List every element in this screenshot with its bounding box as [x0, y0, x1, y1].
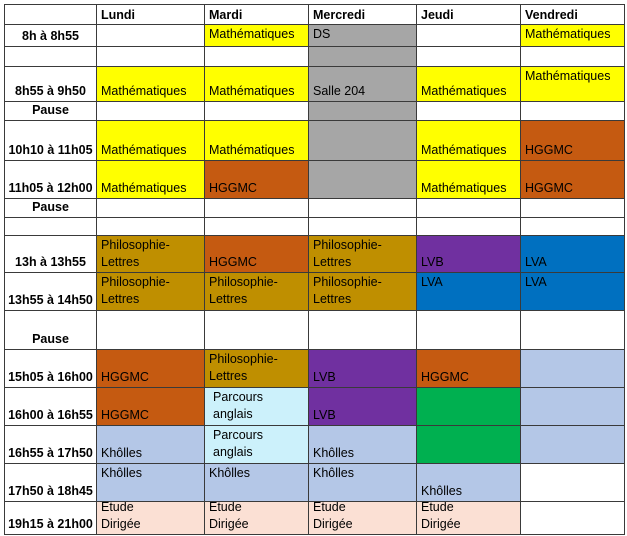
- cell-text: Mathématiques: [421, 181, 507, 195]
- time-slot: [4, 217, 97, 236]
- time-slot: [4, 501, 97, 535]
- course-cell: [416, 46, 521, 67]
- time-slot: [4, 272, 97, 311]
- time-slot: [4, 120, 97, 161]
- cell-text: HGGMC: [101, 408, 149, 422]
- time-label: 15h05 à 16h00: [8, 370, 93, 384]
- cell-text: Mathématiques: [209, 143, 295, 157]
- course-cell: [204, 463, 309, 502]
- time-label: 10h10 à 11h05: [8, 143, 93, 157]
- day-label: Mercredi: [313, 8, 366, 22]
- course-cell: [204, 501, 309, 535]
- course-cell: [520, 66, 625, 102]
- course-cell: [308, 310, 417, 350]
- course-cell: [204, 349, 309, 388]
- course-cell: [96, 217, 205, 236]
- cell-text: HGGMC: [209, 255, 257, 269]
- course-cell: [416, 24, 521, 47]
- time-label: 19h15 à 21h00: [8, 517, 93, 531]
- course-cell: [308, 463, 417, 502]
- course-cell: [204, 66, 309, 102]
- time-slot: [4, 101, 97, 121]
- time-label: Pause: [32, 103, 69, 117]
- course-cell: [416, 425, 521, 464]
- cell-text: Mathématiques: [421, 84, 507, 98]
- time-label: 8h55 à 9h50: [15, 84, 86, 98]
- course-cell: [416, 501, 521, 535]
- cell-text: LVB: [421, 255, 444, 269]
- course-cell: [520, 101, 625, 121]
- course-cell: [308, 101, 417, 121]
- cell-text: LVB: [313, 408, 336, 422]
- time-label: 16h00 à 16h55: [8, 408, 93, 422]
- cell-text: Etude Dirigée: [101, 501, 141, 531]
- time-slot: [4, 387, 97, 426]
- cell-text: Khôlles: [209, 466, 250, 480]
- course-cell: [308, 66, 417, 102]
- cell-text: Mathématiques: [525, 27, 611, 41]
- course-cell: [416, 387, 521, 426]
- course-cell: [204, 46, 309, 67]
- course-cell: [96, 24, 205, 47]
- day-header-mercredi: [308, 4, 417, 25]
- time-label: 11h05 à 12h00: [8, 181, 93, 195]
- cell-text: Philosophie- Lettres: [101, 275, 170, 306]
- course-cell: [520, 217, 625, 236]
- time-label: 16h55 à 17h50: [8, 446, 93, 460]
- cell-text: DS: [313, 27, 331, 41]
- course-cell: [96, 387, 205, 426]
- time-label: 13h à 13h55: [15, 255, 86, 269]
- course-cell: [96, 310, 205, 350]
- course-cell: [416, 349, 521, 388]
- course-cell: [308, 46, 417, 67]
- day-label: Lundi: [101, 8, 136, 22]
- course-cell: [96, 120, 205, 161]
- course-cell: [520, 387, 625, 426]
- course-cell: [204, 160, 309, 199]
- course-cell: [204, 217, 309, 236]
- course-cell: [416, 235, 521, 273]
- time-label: 8h à 8h55: [22, 29, 79, 43]
- time-slot: [4, 310, 97, 350]
- course-cell: [204, 272, 309, 311]
- day-header-vendredi: [520, 4, 625, 25]
- cell-text: HGGMC: [209, 181, 257, 195]
- cell-text: Parcours anglais: [213, 428, 264, 459]
- course-cell: [308, 160, 417, 199]
- course-cell: [204, 235, 309, 273]
- course-cell: [416, 272, 521, 311]
- cell-text: Mathématiques: [101, 181, 187, 195]
- cell-text: Khôlles: [101, 446, 142, 460]
- course-cell: [520, 425, 625, 464]
- time-slot: [4, 160, 97, 199]
- header-corner: [4, 4, 97, 25]
- course-cell: [520, 24, 625, 47]
- cell-text: HGGMC: [421, 370, 469, 384]
- course-cell: [520, 310, 625, 350]
- course-cell: [308, 24, 417, 47]
- time-slot: [4, 349, 97, 388]
- course-cell: [416, 101, 521, 121]
- course-cell: [96, 198, 205, 218]
- course-cell: [308, 349, 417, 388]
- course-cell: [204, 425, 309, 464]
- course-cell: [308, 217, 417, 236]
- course-cell: [308, 120, 417, 161]
- course-cell: [308, 387, 417, 426]
- cell-text: Mathématiques: [101, 143, 187, 157]
- cell-text: HGGMC: [525, 181, 573, 195]
- cell-text: Khôlles: [313, 446, 354, 460]
- course-cell: [520, 120, 625, 161]
- time-label: Pause: [32, 332, 69, 346]
- cell-text: Khôlles: [101, 466, 142, 480]
- course-cell: [96, 101, 205, 121]
- course-cell: [416, 160, 521, 199]
- time-slot: [4, 198, 97, 218]
- cell-text: HGGMC: [101, 370, 149, 384]
- time-slot: [4, 425, 97, 464]
- cell-text: Mathématiques: [101, 84, 187, 98]
- course-cell: [308, 272, 417, 311]
- course-cell: [308, 235, 417, 273]
- course-cell: [96, 463, 205, 502]
- cell-text: Mathématiques: [209, 27, 295, 41]
- course-cell: [96, 66, 205, 102]
- time-label: Pause: [32, 200, 69, 214]
- course-cell: [308, 501, 417, 535]
- course-cell: [416, 66, 521, 102]
- cell-text: Salle 204: [313, 84, 366, 98]
- course-cell: [520, 501, 625, 535]
- course-cell: [96, 160, 205, 199]
- day-label: Mardi: [209, 8, 243, 22]
- cell-text: LVA: [525, 275, 547, 289]
- day-header-mardi: [204, 4, 309, 25]
- course-cell: [520, 46, 625, 67]
- cell-text: Philosophie- Lettres: [209, 352, 278, 383]
- course-cell: [204, 120, 309, 161]
- course-cell: [204, 310, 309, 350]
- time-slot: [4, 235, 97, 273]
- time-label: 17h50 à 18h45: [8, 484, 93, 498]
- cell-text: Khôlles: [313, 466, 354, 480]
- day-label: Vendredi: [525, 8, 578, 22]
- cell-text: LVA: [525, 255, 547, 269]
- course-cell: [520, 463, 625, 502]
- course-cell: [96, 46, 205, 67]
- cell-text: Parcours anglais: [213, 390, 264, 421]
- course-cell: [520, 349, 625, 388]
- time-label: 13h55 à 14h50: [8, 293, 93, 307]
- course-cell: [204, 198, 309, 218]
- course-cell: [416, 463, 521, 502]
- cell-text: Khôlles: [421, 484, 462, 498]
- time-slot: [4, 463, 97, 502]
- course-cell: [520, 272, 625, 311]
- course-cell: [520, 198, 625, 218]
- time-slot: [4, 24, 97, 47]
- cell-text: Philosophie- Lettres: [101, 238, 170, 269]
- course-cell: [204, 101, 309, 121]
- cell-text: Etude Dirigée: [313, 501, 353, 531]
- cell-text: Mathématiques: [525, 69, 611, 83]
- cell-text: HGGMC: [525, 143, 573, 157]
- cell-text: Mathématiques: [421, 143, 507, 157]
- course-cell: [416, 217, 521, 236]
- course-cell: [96, 349, 205, 388]
- time-slot: [4, 46, 97, 67]
- course-cell: [308, 198, 417, 218]
- day-label: Jeudi: [421, 8, 454, 22]
- course-cell: [96, 235, 205, 273]
- course-cell: [520, 160, 625, 199]
- cell-text: Philosophie- Lettres: [313, 275, 382, 306]
- cell-text: LVA: [421, 275, 443, 289]
- cell-text: LVB: [313, 370, 336, 384]
- cell-text: Etude Dirigée: [421, 501, 461, 531]
- cell-text: Etude Dirigée: [209, 501, 249, 531]
- cell-text: Philosophie- Lettres: [313, 238, 382, 269]
- course-cell: [416, 310, 521, 350]
- course-cell: [520, 235, 625, 273]
- cell-text: Philosophie- Lettres: [209, 275, 278, 306]
- cell-text: Mathématiques: [209, 84, 295, 98]
- course-cell: [96, 425, 205, 464]
- day-header-lundi: [96, 4, 205, 25]
- day-header-jeudi: [416, 4, 521, 25]
- timetable: [4, 4, 624, 534]
- course-cell: [204, 387, 309, 426]
- course-cell: [416, 120, 521, 161]
- course-cell: [416, 198, 521, 218]
- course-cell: [308, 425, 417, 464]
- course-cell: [204, 24, 309, 47]
- course-cell: [96, 272, 205, 311]
- course-cell: [96, 501, 205, 535]
- time-slot: [4, 66, 97, 102]
